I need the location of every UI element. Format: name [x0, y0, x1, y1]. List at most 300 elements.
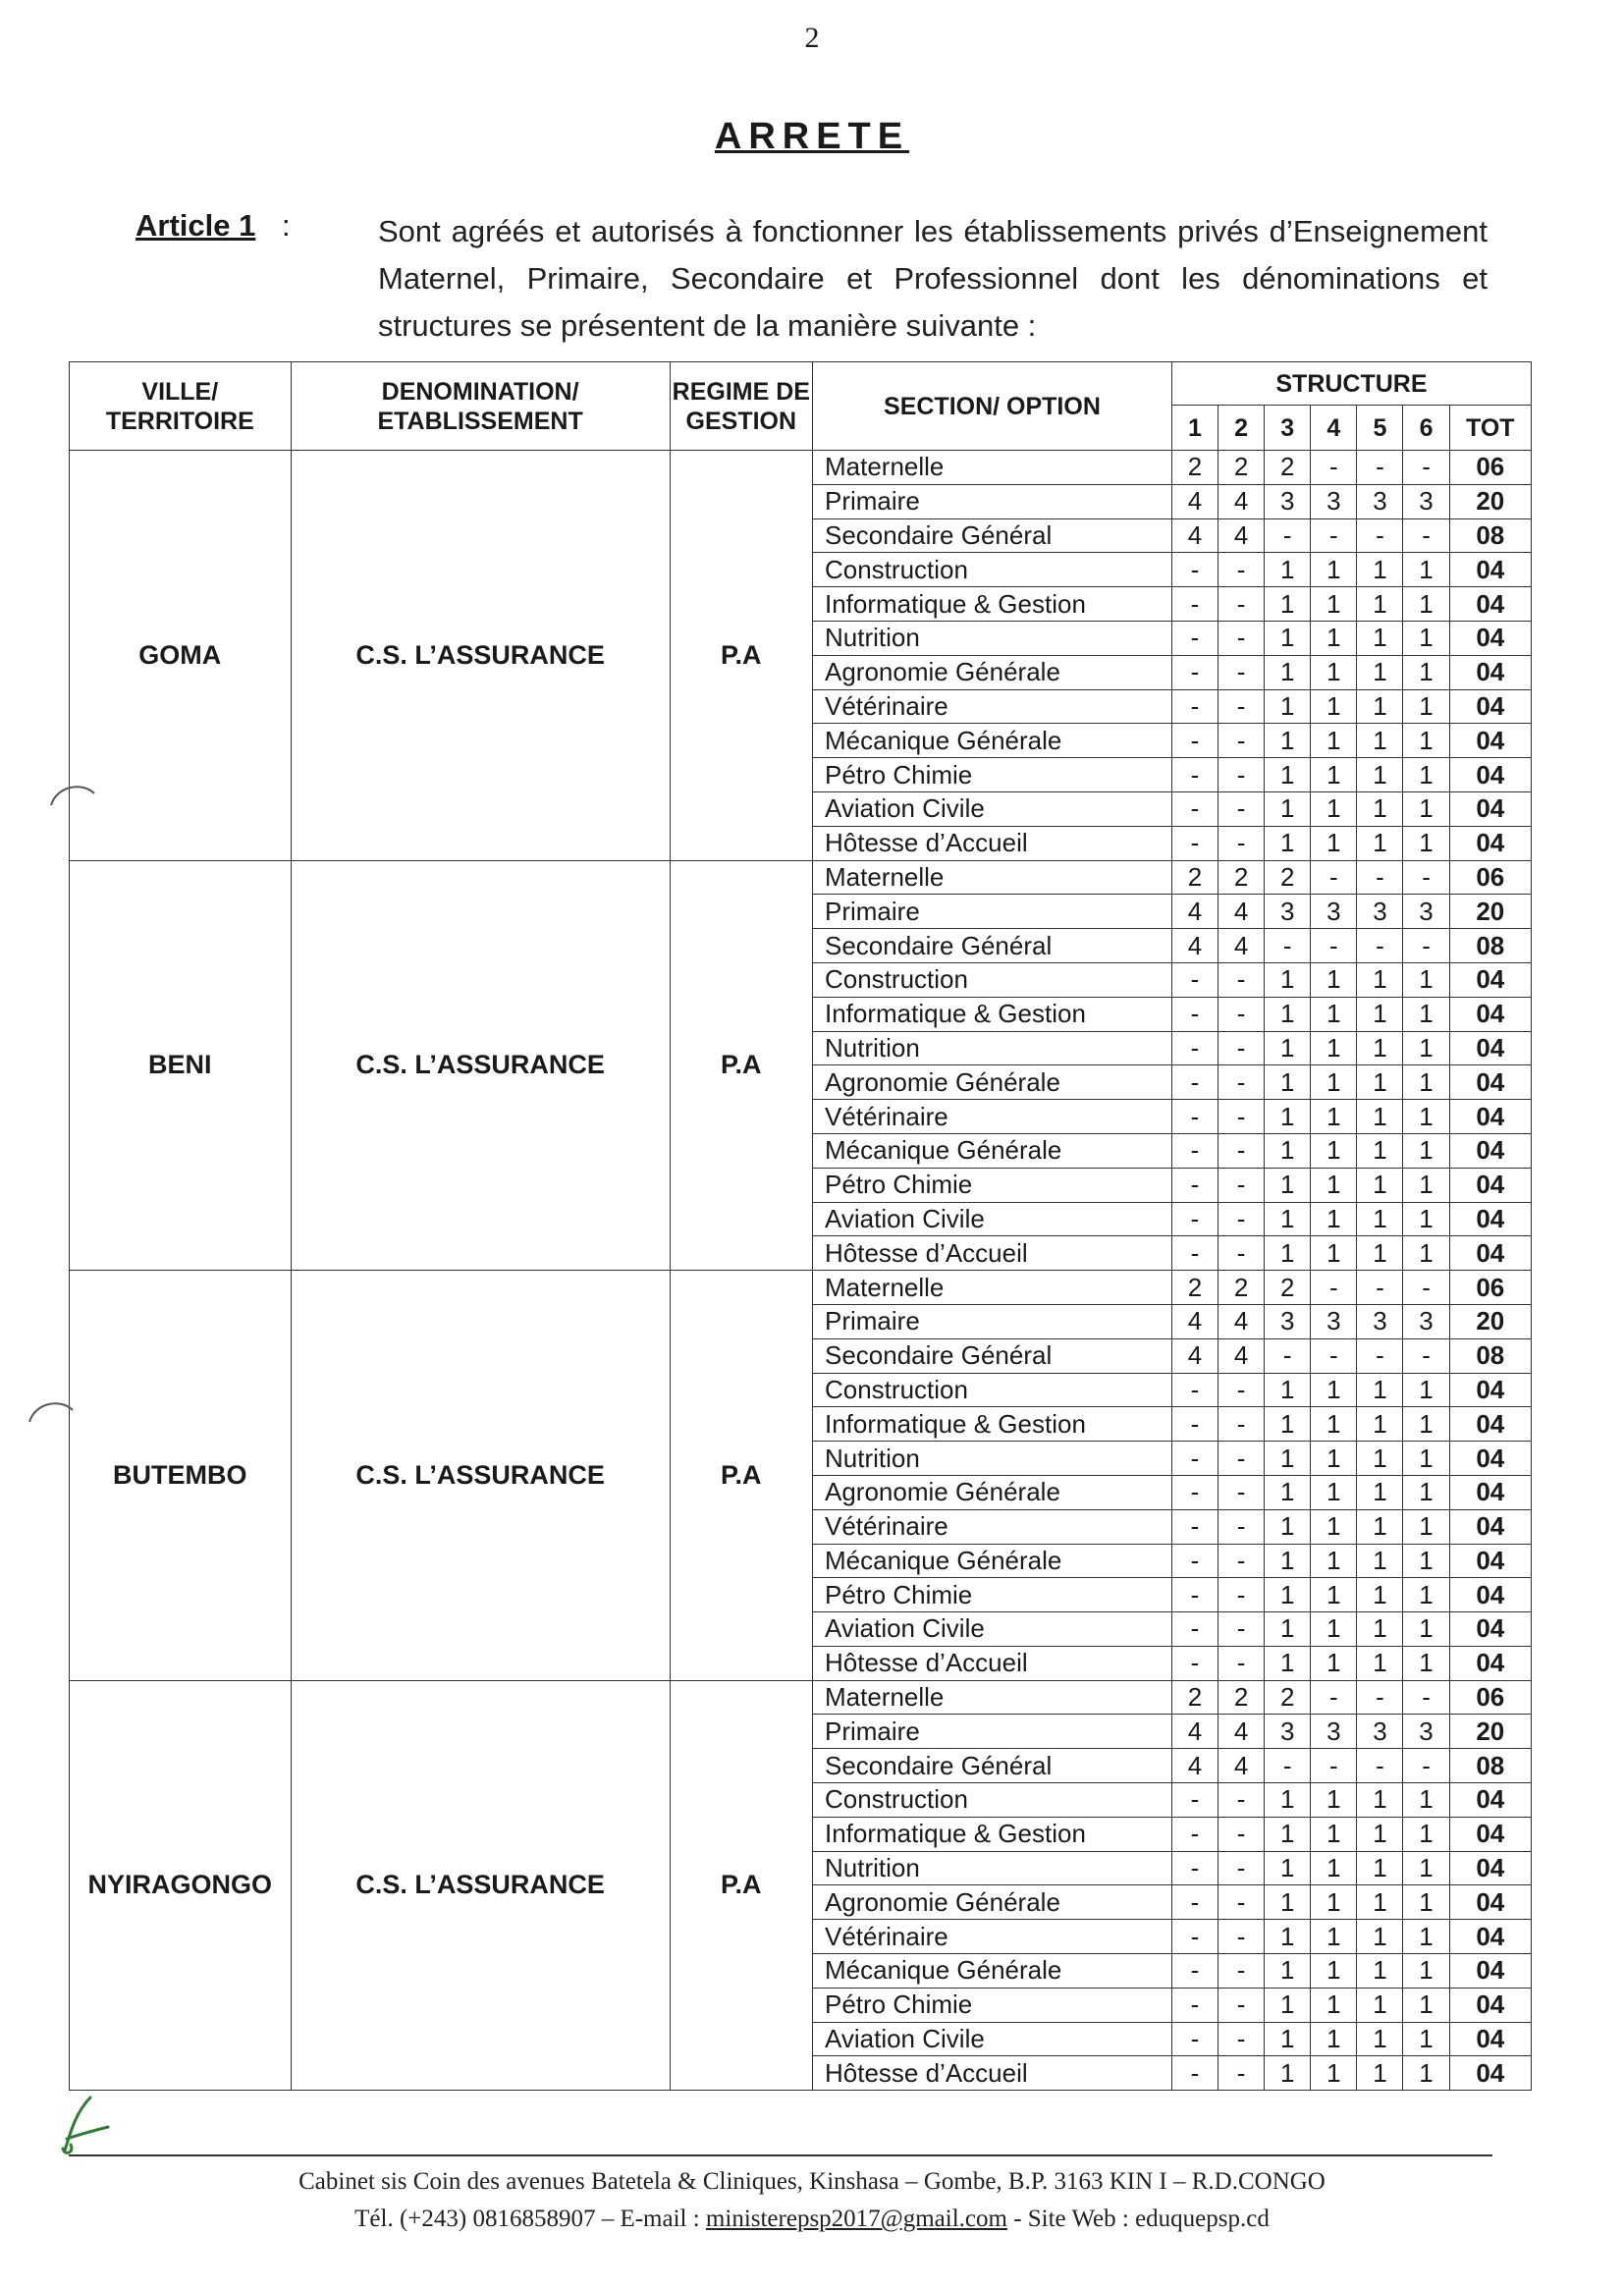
structure-cell: -: [1357, 929, 1403, 963]
structure-cell: 1: [1311, 1578, 1357, 1612]
structure-cell: 1: [1311, 621, 1357, 655]
structure-cell: -: [1218, 1202, 1265, 1236]
total-cell: 06: [1449, 1271, 1531, 1305]
structure-cell: 3: [1311, 895, 1357, 929]
structure-cell: -: [1218, 689, 1265, 724]
section-name: Mécanique Générale: [812, 1954, 1171, 1989]
group-ville: BUTEMBO: [70, 1271, 292, 1681]
structure-cell: 1: [1403, 1817, 1449, 1851]
total-cell: 06: [1449, 1680, 1531, 1715]
structure-cell: -: [1171, 1851, 1218, 1885]
structure-cell: 3: [1357, 484, 1403, 518]
total-cell: 04: [1449, 1168, 1531, 1202]
section-name: Construction: [812, 962, 1171, 997]
structure-cell: -: [1171, 689, 1218, 724]
total-cell: 20: [1449, 895, 1531, 929]
structure-cell: 1: [1357, 962, 1403, 997]
structure-cell: 1: [1311, 1851, 1357, 1885]
structure-cell: 3: [1265, 1304, 1311, 1338]
structure-cell: 1: [1265, 1783, 1311, 1818]
structure-cell: -: [1171, 2056, 1218, 2091]
structure-cell: -: [1403, 929, 1449, 963]
structure-cell: -: [1265, 1749, 1311, 1783]
section-name: Pétro Chimie: [812, 1988, 1171, 2022]
section-name: Informatique & Gestion: [812, 587, 1171, 622]
structure-cell: 3: [1311, 1304, 1357, 1338]
structure-cell: 1: [1357, 791, 1403, 826]
section-name: Nutrition: [812, 1851, 1171, 1885]
structure-cell: -: [1403, 451, 1449, 485]
structure-cell: -: [1171, 1509, 1218, 1544]
structure-cell: -: [1311, 929, 1357, 963]
structure-cell: 1: [1403, 2056, 1449, 2091]
structure-cell: 1: [1311, 1442, 1357, 1476]
section-name: Secondaire Général: [812, 1338, 1171, 1373]
structure-cell: 4: [1218, 1715, 1265, 1749]
structure-cell: 1: [1311, 1031, 1357, 1065]
section-name: Primaire: [812, 1715, 1171, 1749]
page-title: ARRETE: [714, 116, 910, 157]
structure-cell: 1: [1265, 655, 1311, 689]
structure-cell: 1: [1403, 1954, 1449, 1989]
table-row: [70, 1680, 1532, 1715]
structure-cell: 1: [1311, 1407, 1357, 1442]
structure-cell: -: [1218, 997, 1265, 1031]
group-ville: NYIRAGONGO: [70, 1680, 292, 2091]
section-name: Nutrition: [812, 1442, 1171, 1476]
structure-cell: 1: [1357, 587, 1403, 622]
structure-cell: 1: [1357, 1202, 1403, 1236]
page-number: 2: [804, 22, 820, 54]
structure-cell: 1: [1265, 1920, 1311, 1954]
header-col-3: 3: [1265, 406, 1311, 451]
structure-cell: 4: [1218, 895, 1265, 929]
structure-cell: -: [1218, 1373, 1265, 1407]
structure-cell: -: [1171, 2022, 1218, 2056]
section-name: Hôtesse d’Accueil: [812, 826, 1171, 860]
structure-cell: -: [1171, 1236, 1218, 1271]
section-name: Pétro Chimie: [812, 758, 1171, 792]
table-row: [70, 1271, 1532, 1305]
structure-cell: 1: [1265, 997, 1311, 1031]
structure-cell: 3: [1403, 895, 1449, 929]
header-regime: REGIME DE GESTION: [670, 362, 812, 451]
structure-cell: -: [1218, 1817, 1265, 1851]
structure-cell: 1: [1265, 1988, 1311, 2022]
structure-cell: 4: [1218, 929, 1265, 963]
structure-cell: 1: [1357, 1920, 1403, 1954]
structure-cell: 1: [1403, 621, 1449, 655]
structure-cell: -: [1218, 1100, 1265, 1134]
structure-cell: -: [1171, 1544, 1218, 1578]
total-cell: 08: [1449, 518, 1531, 553]
structure-cell: 1: [1265, 1544, 1311, 1578]
structure-cell: 1: [1403, 587, 1449, 622]
structure-cell: -: [1218, 1578, 1265, 1612]
structure-cell: 1: [1403, 1475, 1449, 1509]
structure-cell: -: [1171, 1031, 1218, 1065]
structure-cell: 1: [1357, 655, 1403, 689]
structure-cell: 1: [1265, 1236, 1311, 1271]
structure-cell: 1: [1403, 1885, 1449, 1920]
structure-cell: -: [1171, 1100, 1218, 1134]
structure-cell: 1: [1403, 791, 1449, 826]
header-col-2: 2: [1218, 406, 1265, 451]
section-name: Agronomie Générale: [812, 1885, 1171, 1920]
structure-cell: -: [1218, 587, 1265, 622]
footer-contact: [0, 2206, 1624, 2233]
structure-cell: -: [1171, 587, 1218, 622]
section-name: Mécanique Générale: [812, 1544, 1171, 1578]
structure-cell: -: [1357, 1271, 1403, 1305]
section-name: Informatique & Gestion: [812, 1407, 1171, 1442]
section-name: Vétérinaire: [812, 1509, 1171, 1544]
structure-cell: -: [1403, 1680, 1449, 1715]
table-row: [70, 451, 1532, 485]
section-name: Maternelle: [812, 1680, 1171, 1715]
total-cell: 04: [1449, 1407, 1531, 1442]
section-name: Vétérinaire: [812, 689, 1171, 724]
structure-cell: 1: [1311, 553, 1357, 587]
total-cell: 04: [1449, 1202, 1531, 1236]
structure-cell: -: [1171, 791, 1218, 826]
structure-cell: -: [1171, 1578, 1218, 1612]
total-cell: 04: [1449, 1236, 1531, 1271]
group-regime: P.A: [670, 1680, 812, 2091]
total-cell: 20: [1449, 484, 1531, 518]
structure-cell: -: [1357, 451, 1403, 485]
structure-cell: -: [1218, 1954, 1265, 1989]
structure-cell: 4: [1218, 1338, 1265, 1373]
structure-cell: 1: [1403, 1133, 1449, 1168]
structure-cell: 1: [1265, 553, 1311, 587]
structure-cell: 1: [1311, 1509, 1357, 1544]
group-etablissement: C.S. L’ASSURANCE: [291, 1680, 670, 2091]
structure-cell: -: [1218, 1920, 1265, 1954]
structure-cell: 1: [1311, 655, 1357, 689]
structure-cell: 1: [1357, 2056, 1403, 2091]
structure-cell: 1: [1357, 826, 1403, 860]
structure-cell: 1: [1357, 758, 1403, 792]
structure-cell: 1: [1311, 1236, 1357, 1271]
structure-cell: 1: [1265, 826, 1311, 860]
structure-cell: 1: [1357, 1065, 1403, 1100]
structure-cell: 4: [1171, 1338, 1218, 1373]
article-text: Sont agréés et autorisés à fonctionner les établissements privés d’Enseignement Maternel, Primaire, Secondaire et Professionnel dont les dénominations et structures se présentent de la manière suivante :: [378, 214, 1488, 343]
structure-cell: 1: [1265, 1578, 1311, 1612]
structure-cell: 1: [1265, 962, 1311, 997]
total-cell: 04: [1449, 1851, 1531, 1885]
structure-cell: 1: [1311, 1065, 1357, 1100]
structure-cell: 1: [1403, 1851, 1449, 1885]
structure-cell: 3: [1403, 1304, 1449, 1338]
structure-cell: 1: [1357, 1442, 1403, 1476]
structure-cell: 1: [1403, 689, 1449, 724]
section-name: Informatique & Gestion: [812, 997, 1171, 1031]
total-cell: 04: [1449, 2022, 1531, 2056]
total-cell: 04: [1449, 1509, 1531, 1544]
structure-cell: 1: [1265, 1885, 1311, 1920]
section-name: Secondaire Général: [812, 1749, 1171, 1783]
structure-cell: -: [1265, 518, 1311, 553]
structure-cell: 1: [1357, 1851, 1403, 1885]
structure-cell: -: [1171, 758, 1218, 792]
structure-cell: 1: [1357, 553, 1403, 587]
structure-cell: 1: [1403, 962, 1449, 997]
header-col-1: 1: [1171, 406, 1218, 451]
structure-cell: -: [1171, 826, 1218, 860]
structure-cell: 1: [1403, 1100, 1449, 1134]
structure-cell: -: [1218, 1133, 1265, 1168]
structure-cell: 1: [1403, 1612, 1449, 1647]
header-section: SECTION/ OPTION: [812, 362, 1171, 451]
structure-cell: 1: [1311, 2056, 1357, 2091]
group-regime: P.A: [670, 1271, 812, 1681]
structure-cell: 1: [1357, 1133, 1403, 1168]
structure-cell: 1: [1265, 1646, 1311, 1680]
structure-cell: 1: [1357, 1646, 1403, 1680]
structure-cell: 1: [1357, 621, 1403, 655]
structure-cell: 4: [1171, 895, 1218, 929]
structure-cell: 1: [1357, 1612, 1403, 1647]
structure-cell: 1: [1403, 1065, 1449, 1100]
total-cell: 04: [1449, 997, 1531, 1031]
structure-cell: 1: [1265, 2056, 1311, 2091]
structure-cell: 1: [1357, 1168, 1403, 1202]
structure-cell: 1: [1265, 2022, 1311, 2056]
section-name: Maternelle: [812, 451, 1171, 485]
structure-cell: 2: [1171, 1680, 1218, 1715]
structure-cell: 1: [1403, 2022, 1449, 2056]
structure-cell: -: [1357, 860, 1403, 895]
structure-cell: 1: [1403, 1509, 1449, 1544]
structure-cell: 2: [1265, 1271, 1311, 1305]
structure-cell: 1: [1403, 553, 1449, 587]
total-cell: 08: [1449, 1338, 1531, 1373]
article-colon: :: [282, 208, 291, 243]
structure-cell: -: [1218, 1509, 1265, 1544]
header-col-5: 5: [1357, 406, 1403, 451]
structure-cell: 1: [1357, 1885, 1403, 1920]
structure-cell: 1: [1311, 1954, 1357, 1989]
structure-cell: -: [1311, 518, 1357, 553]
structure-cell: 1: [1265, 621, 1311, 655]
total-cell: 04: [1449, 1133, 1531, 1168]
structure-cell: -: [1218, 1031, 1265, 1065]
structure-cell: 1: [1357, 689, 1403, 724]
structure-cell: 1: [1311, 1168, 1357, 1202]
structure-cell: -: [1403, 1749, 1449, 1783]
total-cell: 04: [1449, 758, 1531, 792]
header-col-4: 4: [1311, 406, 1357, 451]
structure-cell: 1: [1265, 1202, 1311, 1236]
structure-cell: 2: [1265, 451, 1311, 485]
total-cell: 20: [1449, 1304, 1531, 1338]
structure-cell: -: [1171, 1373, 1218, 1407]
total-cell: 04: [1449, 2056, 1531, 2091]
footer-site: - Site Web : eduquepsp.cd: [1006, 2206, 1270, 2232]
structure-cell: -: [1357, 518, 1403, 553]
total-cell: 08: [1449, 1749, 1531, 1783]
group-etablissement: C.S. L’ASSURANCE: [291, 451, 670, 861]
structure-cell: -: [1218, 1612, 1265, 1647]
section-name: Primaire: [812, 895, 1171, 929]
structure-cell: -: [1403, 518, 1449, 553]
structure-cell: 2: [1218, 860, 1265, 895]
structure-cell: 1: [1357, 1783, 1403, 1818]
structure-cell: 4: [1171, 929, 1218, 963]
structure-cell: 1: [1311, 1100, 1357, 1134]
structure-cell: 1: [1311, 724, 1357, 758]
structure-cell: 1: [1311, 1885, 1357, 1920]
structure-cell: -: [1265, 929, 1311, 963]
group-etablissement: C.S. L’ASSURANCE: [291, 1271, 670, 1681]
structure-cell: 1: [1357, 1236, 1403, 1271]
structure-cell: 3: [1311, 484, 1357, 518]
header-denomination: DENOMINATION/ ETABLISSEMENT: [291, 362, 670, 451]
structure-cell: -: [1311, 451, 1357, 485]
structure-cell: 1: [1311, 1612, 1357, 1647]
article-label: Article 1: [135, 208, 256, 243]
structure-cell: 1: [1265, 1373, 1311, 1407]
structure-cell: 4: [1171, 1715, 1218, 1749]
total-cell: 08: [1449, 929, 1531, 963]
structure-cell: -: [1171, 1783, 1218, 1818]
structure-cell: 1: [1311, 587, 1357, 622]
section-name: Construction: [812, 1783, 1171, 1818]
section-name: Hôtesse d’Accueil: [812, 1236, 1171, 1271]
structure-cell: 1: [1357, 1373, 1403, 1407]
total-cell: 04: [1449, 1475, 1531, 1509]
section-name: Hôtesse d’Accueil: [812, 2056, 1171, 2091]
structure-cell: -: [1171, 997, 1218, 1031]
footer-address: Cabinet sis Coin des avenues Batetela & Cliniques, Kinshasa – Gombe, B.P. 3163 KIN I – R.D.CONGO: [298, 2168, 1326, 2195]
section-name: Agronomie Générale: [812, 1065, 1171, 1100]
structure-cell: -: [1171, 1920, 1218, 1954]
structure-cell: -: [1218, 1475, 1265, 1509]
structure-cell: 1: [1403, 1373, 1449, 1407]
structure-cell: -: [1218, 1851, 1265, 1885]
structure-cell: -: [1218, 1168, 1265, 1202]
structure-cell: -: [1218, 724, 1265, 758]
structure-cell: 1: [1403, 1544, 1449, 1578]
structure-cell: 1: [1403, 1407, 1449, 1442]
structure-cell: 1: [1311, 1646, 1357, 1680]
total-cell: 04: [1449, 1100, 1531, 1134]
structure-cell: 2: [1218, 1271, 1265, 1305]
structure-cell: 1: [1357, 2022, 1403, 2056]
structure-cell: 1: [1403, 1646, 1449, 1680]
structure-cell: -: [1218, 791, 1265, 826]
total-cell: 04: [1449, 826, 1531, 860]
structure-cell: 1: [1357, 1031, 1403, 1065]
section-name: Mécanique Générale: [812, 1133, 1171, 1168]
structure-cell: 3: [1357, 1715, 1403, 1749]
section-name: Aviation Civile: [812, 791, 1171, 826]
total-cell: 04: [1449, 1578, 1531, 1612]
structure-cell: -: [1218, 621, 1265, 655]
group-etablissement: C.S. L’ASSURANCE: [291, 860, 670, 1271]
structure-cell: 2: [1218, 451, 1265, 485]
structure-cell: 1: [1265, 1509, 1311, 1544]
structure-cell: -: [1403, 860, 1449, 895]
total-cell: 04: [1449, 1646, 1531, 1680]
structure-cell: 4: [1171, 1304, 1218, 1338]
structure-cell: -: [1357, 1749, 1403, 1783]
section-name: Primaire: [812, 484, 1171, 518]
section-name: Maternelle: [812, 1271, 1171, 1305]
section-name: Agronomie Générale: [812, 1475, 1171, 1509]
structure-cell: -: [1171, 655, 1218, 689]
structure-cell: 1: [1403, 1988, 1449, 2022]
footer-divider: [69, 2154, 1492, 2156]
total-cell: 04: [1449, 1373, 1531, 1407]
total-cell: 04: [1449, 1065, 1531, 1100]
structure-cell: -: [1171, 1817, 1218, 1851]
total-cell: 04: [1449, 1544, 1531, 1578]
structure-cell: 1: [1403, 758, 1449, 792]
structure-cell: 1: [1357, 1954, 1403, 1989]
structure-cell: -: [1171, 724, 1218, 758]
structure-cell: 1: [1265, 1100, 1311, 1134]
section-name: Aviation Civile: [812, 1202, 1171, 1236]
structure-cell: 1: [1403, 655, 1449, 689]
structure-cell: -: [1171, 553, 1218, 587]
total-cell: 04: [1449, 621, 1531, 655]
structure-cell: 1: [1265, 1612, 1311, 1647]
structure-cell: 1: [1311, 689, 1357, 724]
section-name: Nutrition: [812, 1031, 1171, 1065]
structure-cell: -: [1218, 1065, 1265, 1100]
structure-cell: 3: [1403, 484, 1449, 518]
total-cell: 04: [1449, 1920, 1531, 1954]
structure-cell: 1: [1403, 1168, 1449, 1202]
section-name: Vétérinaire: [812, 1920, 1171, 1954]
structure-cell: -: [1171, 1612, 1218, 1647]
structure-cell: -: [1218, 2056, 1265, 2091]
table-row: [70, 860, 1532, 895]
structure-cell: 1: [1357, 1988, 1403, 2022]
structure-cell: 1: [1265, 1168, 1311, 1202]
structure-cell: 4: [1171, 518, 1218, 553]
structure-cell: 1: [1265, 791, 1311, 826]
structure-cell: 1: [1311, 1783, 1357, 1818]
total-cell: 04: [1449, 553, 1531, 587]
structure-cell: 3: [1265, 895, 1311, 929]
structure-cell: 1: [1403, 1236, 1449, 1271]
structure-cell: -: [1218, 1442, 1265, 1476]
section-name: Vétérinaire: [812, 1100, 1171, 1134]
structure-cell: 1: [1265, 1954, 1311, 1989]
total-cell: 04: [1449, 1031, 1531, 1065]
structure-cell: 1: [1265, 689, 1311, 724]
structure-cell: 1: [1357, 1475, 1403, 1509]
structure-cell: -: [1171, 962, 1218, 997]
structure-cell: -: [1218, 1646, 1265, 1680]
structure-cell: 2: [1265, 1680, 1311, 1715]
structure-cell: 1: [1311, 2022, 1357, 2056]
header-col-tot: TOT: [1449, 406, 1531, 451]
paraph-signature-icon: [57, 2092, 116, 2160]
structure-cell: 1: [1265, 587, 1311, 622]
header-ville: VILLE/ TERRITOIRE: [70, 362, 292, 451]
structure-cell: 1: [1403, 1920, 1449, 1954]
structure-cell: 1: [1403, 997, 1449, 1031]
structure-cell: -: [1171, 1646, 1218, 1680]
punch-hole-icon: [49, 776, 98, 815]
structure-cell: 4: [1171, 484, 1218, 518]
section-name: Construction: [812, 1373, 1171, 1407]
